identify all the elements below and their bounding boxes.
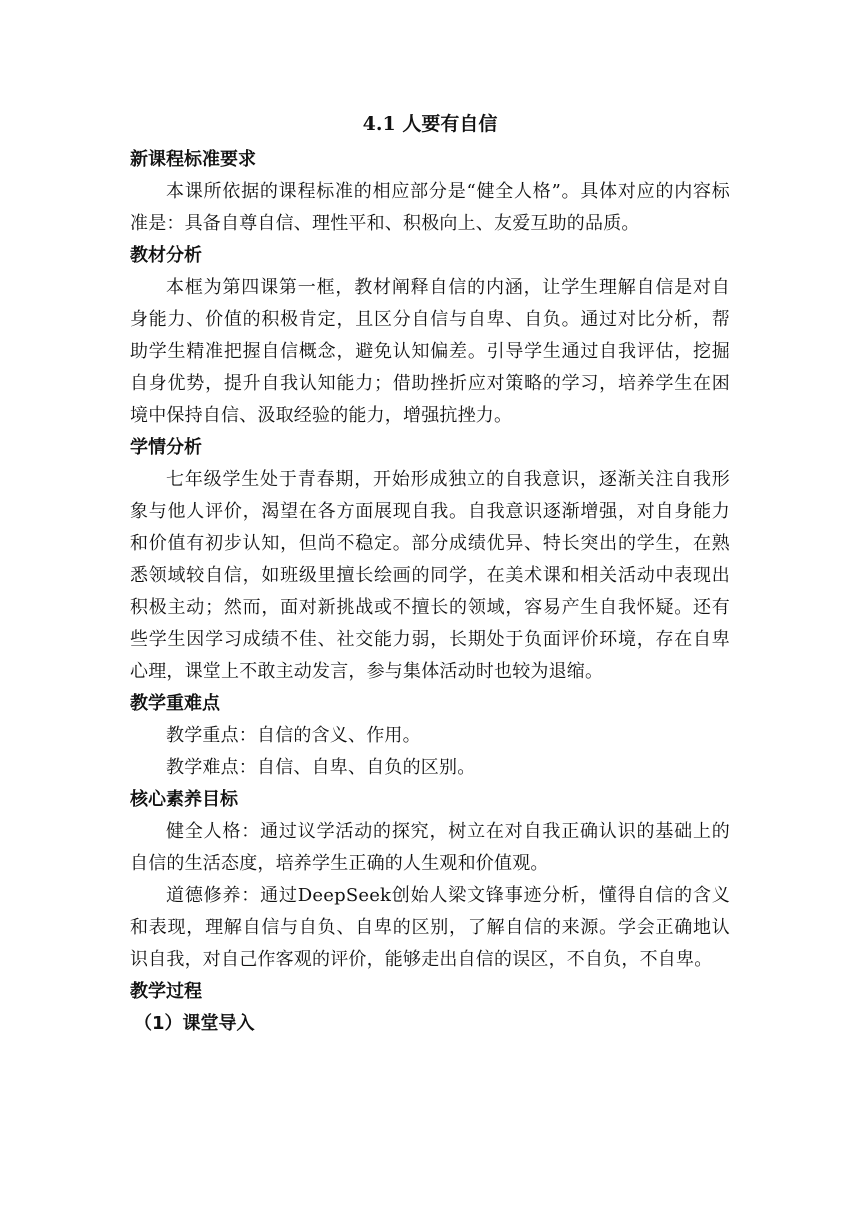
paragraph-key-point: 教学重点：自信的含义、作用。	[166, 725, 421, 746]
heading-key-points: 教学重难点	[130, 693, 220, 714]
subheading-class-intro: （1）课堂导入	[134, 1013, 255, 1034]
paragraph-curriculum-standard: 本课所依据的课程标准的相应部分是“健全人格”。具体对应的内容标准是：具备自尊自信、理性平和、积极向上、友爱互助的品质。	[130, 181, 730, 234]
document-title: 4.1 人要有自信	[362, 113, 498, 135]
heading-core-goals: 核心素养目标	[130, 789, 238, 810]
heading-textbook-analysis: 教材分析	[130, 245, 202, 266]
paragraph-difficult-point: 教学难点：自信、自卑、自负的区别。	[166, 757, 476, 778]
paragraph-textbook-analysis: 本框为第四课第一框，教材阐释自信的内涵，让学生理解自信是对自身能力、价值的积极肯定，且区分自信与自卑、自负。通过对比分析，帮助学生精准把握自信概念，避免认知偏差。引导学生通过自我评估，挖掘自身优势，提升自我认知能力；借助挫折应对策略的学习，培养学生在困境中保持自信、汲取经验的能力，增强抗挫力。	[130, 277, 730, 426]
heading-student-analysis: 学情分析	[130, 437, 202, 458]
heading-curriculum-standard: 新课程标准要求	[130, 149, 256, 170]
paragraph-goal-morality: 道德修养：通过DeepSeek创始人梁文锋事迹分析，懂得自信的含义和表现，理解自信与自负、自卑的区别，了解自信的来源。学会正确地认识自我，对自己作客观的评价，能够走出自信的误区，不自负，不自卑。	[130, 885, 730, 970]
document-page	[130, 108, 730, 1040]
paragraph-goal-personality: 健全人格：通过议学活动的探究，树立在对自我正确认识的基础上的自信的生活态度，培养学生正确的人生观和价值观。	[130, 821, 730, 874]
heading-teaching-process: 教学过程	[130, 981, 202, 1002]
paragraph-student-analysis: 七年级学生处于青春期，开始形成独立的自我意识，逐渐关注自我形象与他人评价，渴望在各方面展现自我。自我意识逐渐增强，对自身能力和价值有初步认知，但尚不稳定。部分成绩优异、特长突出的学生，在熟悉领域较自信，如班级里擅长绘画的同学，在美术课和相关活动中表现出积极主动；然而，面对新挑战或不擅长的领域，容易产生自我怀疑。还有些学生因学习成绩不佳、社交能力弱，长期处于负面评价环境，存在自卑心理，课堂上不敢主动发言，参与集体活动时也较为退缩。	[130, 469, 730, 682]
